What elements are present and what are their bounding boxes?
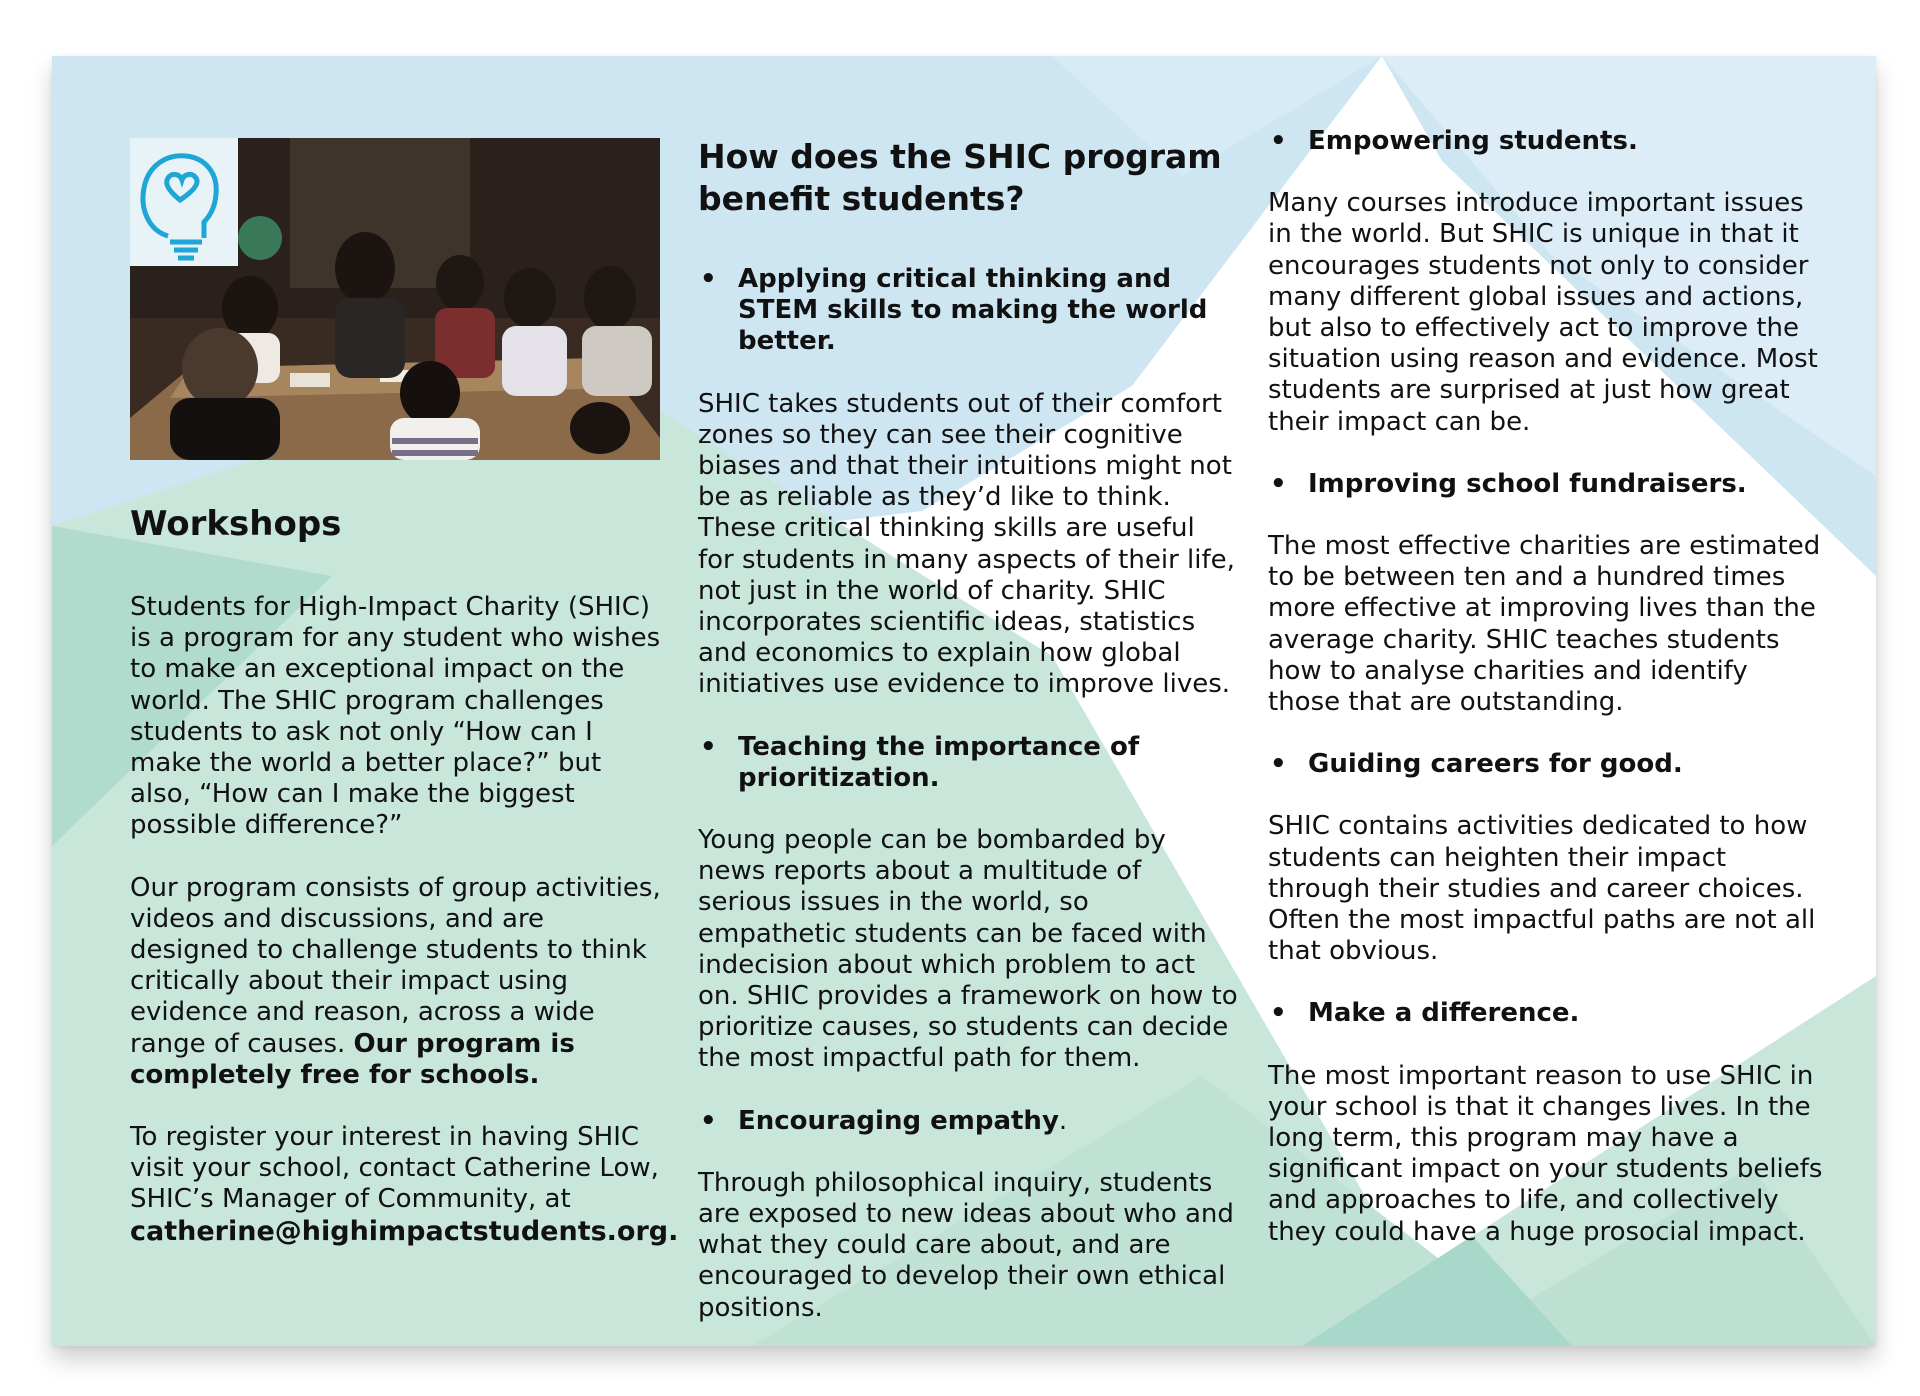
- workshops-intro: Students for High-Impact Charity (SHIC) is a program for any student who wishes to make an exceptional impact on the world. The SHIC program challenges students to ask not only “How can I make the world a better place?” but also, “How can I make the biggest possible difference?”: [130, 592, 661, 841]
- benefit-title-empathy: [698, 1106, 1238, 1137]
- workshops-program-description: [130, 873, 670, 1091]
- workshops-heading: Workshops: [130, 504, 342, 544]
- benefit-title-careers: • Guiding careers for good.: [1268, 749, 1828, 780]
- benefit-title-empowering: • Empowering students.: [1268, 126, 1828, 157]
- benefit-body-careers: SHIC contains activities dedicated to how students can heighten their impact through their studies and career choices. Often the most impactful paths are not all that obvious.: [1268, 811, 1816, 967]
- benefit-body-empathy: Through philosophical inquiry, students are exposed to new ideas about who and what they could care about, and are encouraged to develop their own ethical positions.: [698, 1167, 1234, 1323]
- workshops-section: [130, 504, 679, 1248]
- benefits-continued: [1268, 126, 1828, 1248]
- workshops-contact: [130, 1122, 679, 1248]
- benefit-body-critical-thinking: SHIC takes students out of their comfort zones so they can see their cognitive biases and that their intuitions might not be as reliable as they’d like to think. These critical thinking skills are useful for students in many aspects of their life, not just in the world of charity. SHIC incorporates scientific ideas, statistics and economics to explain how global initiatives use evidence to improve lives.: [698, 388, 1235, 700]
- benefit-body-empowering: Many courses introduce important issues in the world. But SHIC is unique in that it encourages students not only to consider many different global issues and actions, but also to effectively act to improve the situation using reason and evidence. Most students are surprised at just how great their impact can be.: [1268, 188, 1818, 437]
- program-description-text: Our program consists of group activities, videos and discussions, and are designed to challenge students to think critically about their impact using evidence and reason, across a wide range of causes.: [130, 872, 661, 1059]
- program-free-note: Our program is completely free for schools.: [130, 1028, 575, 1090]
- benefit-body-difference: The most important reason to use SHIC in your school is that it changes lives. In the long term, this program may have a significant impact on your students beliefs and approaches to life, and collectively they could have a huge prosocial impact.: [1268, 1060, 1823, 1247]
- contact-text: To register your interest in having SHIC visit your school, contact Catherine Low, SHIC’s Manager of Community, at: [130, 1122, 659, 1215]
- empathy-title-period: .: [1058, 1105, 1068, 1136]
- brochure-page: [52, 56, 1876, 1346]
- workshop-photo: [130, 138, 660, 460]
- empathy-title-text: Encouraging empathy: [738, 1105, 1059, 1136]
- benefit-title-fundraisers: • Improving school fundraisers.: [1268, 469, 1828, 500]
- benefits-section: [698, 136, 1238, 1324]
- benefit-title-critical-thinking: • Applying critical thinking and STEM skills to making the world better.: [698, 264, 1238, 358]
- benefit-title-prioritization: • Teaching the importance of prioritization.: [698, 732, 1238, 794]
- benefit-body-fundraisers: The most effective charities are estimated to be between ten and a hundred times more effective at improving lives than the average charity. SHIC teaches students how to analyse charities and identify those that are outstanding.: [1268, 531, 1821, 718]
- benefit-title-difference: • Make a difference.: [1268, 998, 1828, 1029]
- benefit-body-prioritization: Young people can be bombarded by news reports about a multitude of serious issues in the world, so empathetic students can be faced with indecision about which problem to act on. SHIC provides a framework on how to prioritize causes, so students can decide the most impactful path for them.: [698, 825, 1238, 1074]
- benefits-heading: How does the SHIC program benefit students?: [698, 137, 1222, 218]
- contact-email-link[interactable]: catherine@highimpactstudents.org.: [130, 1215, 679, 1247]
